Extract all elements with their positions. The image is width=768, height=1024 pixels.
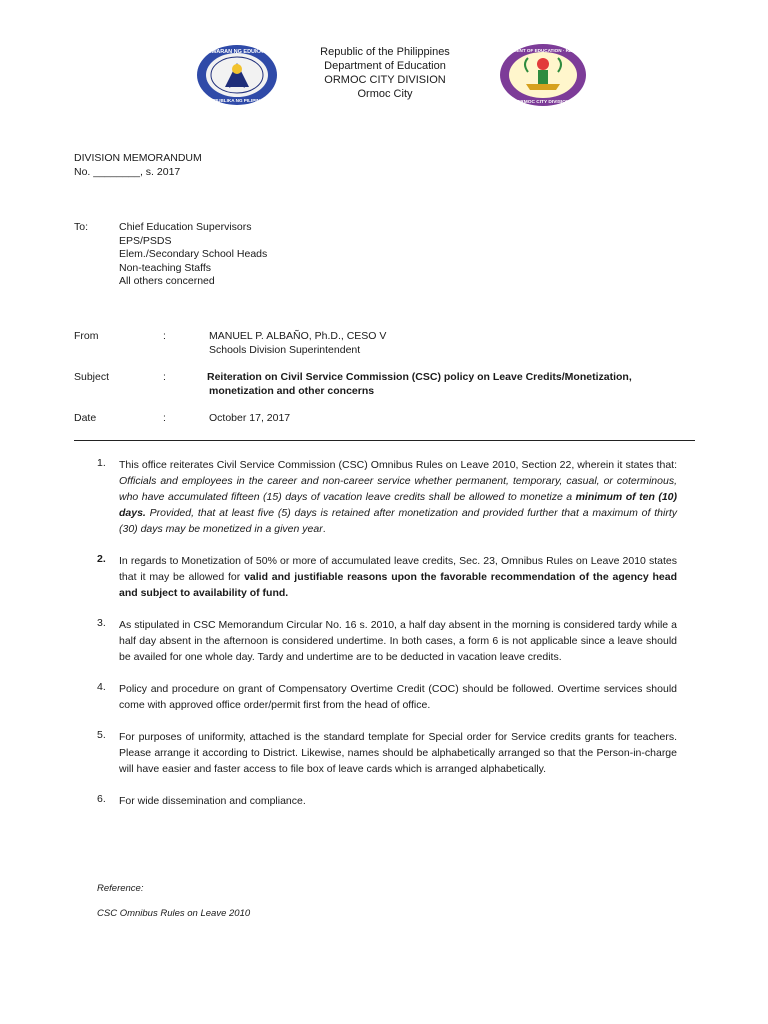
subject-line-2: monetization and other concerns <box>209 384 375 397</box>
item-text-bold: valid and justifiable reasons upon the favorable recommendation of the agency head and subject to availability of fund. <box>119 571 677 599</box>
recipient: Non-teaching Staffs <box>119 261 212 274</box>
memo-number: No. ________, s. 2017 <box>74 166 181 178</box>
item-text-italic: Provided, that at least five (5) days is retained after monetization and provided further that a maximum of thirty (30) days may be monetized in a given year <box>119 507 677 535</box>
list-item <box>97 617 677 665</box>
item-number: 6. <box>97 793 106 805</box>
item-text <box>119 457 677 537</box>
list-item <box>97 793 677 809</box>
ormoc-division-seal-icon <box>498 42 588 108</box>
item-text: As stipulated in CSC Memorandum Circular No. 16 s. 2010, a half day absent in the morning is considered tardy while a half day absent in the afternoon is considered undertime. In both cases, a form 6 is not applicable since a leave should be availed for one whole day. Tardy and undertime are to be deducted in vacation leave credits. <box>119 619 677 663</box>
item-text-bold-italic: minimum of ten (10) days. <box>119 491 678 519</box>
item-text: Policy and procedure on grant of Compensatory Overtime Credit (COC) should be followed. Overtime services should come with approved office order/permit first from the head of office. <box>119 683 677 711</box>
item-number: 2. <box>97 553 106 565</box>
list-item <box>97 553 677 601</box>
item-text-italic: Officials and employees in the career and non-career service whether permanent, temporary, casual, or coterminous, who have accumulated fifteen (15) days of vacation leave credits shall be allowed to monetize a <box>119 475 677 503</box>
from-name: MANUEL P. ALBAÑO, Ph.D., CESO V <box>209 330 387 342</box>
subject-label: Subject <box>74 371 110 383</box>
memo-title: DIVISION MEMORANDUM <box>74 152 202 164</box>
letterhead-line-department: Department of Education <box>324 60 446 72</box>
recipient: All others concerned <box>119 275 215 287</box>
to-label: To: <box>74 221 89 233</box>
date-label: Date <box>74 412 97 424</box>
date-colon: : <box>163 412 166 424</box>
item-text: For wide dissemination and compliance. <box>119 795 306 807</box>
from-block <box>209 330 386 357</box>
recipient-list <box>119 221 267 289</box>
subject-colon: : <box>163 371 166 383</box>
item-number: 3. <box>97 617 106 629</box>
reference-label: Reference: <box>97 883 144 894</box>
item-text-part: . <box>322 523 326 535</box>
item-text-part: In regards to Monetization of 50% or more of accumulated leave credits, Sec. 23, Omnibus Rules on Leave 2010 states that it may be allowed for <box>119 555 677 583</box>
svg-text:KAGAWARAN NG EDUKASYON: KAGAWARAN NG EDUKASYON <box>195 49 279 55</box>
subject-block <box>207 371 632 398</box>
svg-text:ORMOC CITY DIVISION: ORMOC CITY DIVISION <box>516 100 570 105</box>
letterhead-line-division: ORMOC CITY DIVISION <box>324 74 446 86</box>
recipient: EPS/PSDS <box>119 234 172 247</box>
item-number: 5. <box>97 729 106 741</box>
list-item <box>97 457 677 537</box>
header-divider <box>74 440 695 441</box>
recipient: Chief Education Supervisors <box>119 221 252 233</box>
subject-line-1: Reiteration on Civil Service Commission (CSC) policy on Leave Credits/Monetization, <box>207 371 632 383</box>
memo-items <box>97 457 677 825</box>
recipient: Elem./Secondary School Heads <box>119 248 268 260</box>
list-item <box>97 681 677 713</box>
date-value: October 17, 2017 <box>209 412 291 424</box>
from-label: From <box>74 330 99 342</box>
svg-text:DEPARTMENT OF EDUCATION · REGI: DEPARTMENT OF EDUCATION · REGION VIII <box>498 48 588 53</box>
svg-text:REPUBLIKA NG PILIPINAS: REPUBLIKA NG PILIPINAS <box>207 98 267 103</box>
item-number: 1. <box>97 457 106 469</box>
item-text: For purposes of uniformity, attached is the standard template for Special order for Service credits grants for teachers. Please arrange it according to District. Likewise, names should be alphabetically arranged so that the Person-in-charge will have easier and faster access to file box of leave cards which is arranged alphabetically. <box>119 731 677 775</box>
from-position: Schools Division Superintendent <box>209 343 361 356</box>
from-colon: : <box>163 330 166 342</box>
list-item <box>97 729 677 777</box>
item-text <box>119 553 677 601</box>
letterhead <box>240 45 530 101</box>
item-text-part: This office reiterates Civil Service Commission (CSC) Omnibus Rules on Leave 2010, Section 22, wherein it states that: <box>119 459 677 471</box>
letterhead-line-republic: Republic of the Philippines <box>320 46 450 58</box>
item-number: 4. <box>97 681 106 693</box>
reference-value: CSC Omnibus Rules on Leave 2010 <box>97 908 251 919</box>
letterhead-line-city: Ormoc City <box>357 88 413 100</box>
